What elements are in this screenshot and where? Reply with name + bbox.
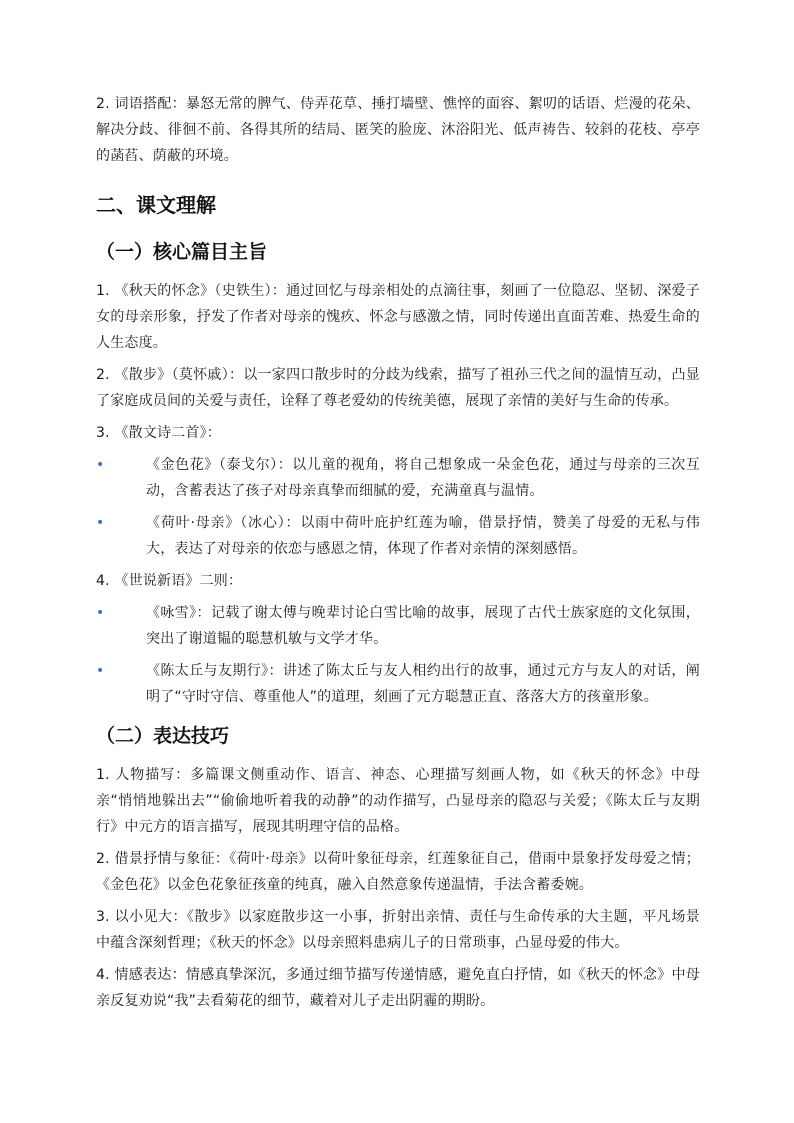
bullet-icon: • (96, 515, 105, 531)
theme-item-walk: 2. 《散步》（莫怀戚）：以一家四口散步时的分歧为线索，描写了祖孙三代之间的温情互动，凸显了家庭成员间的关爱与责任，诠释了尊老爱幼的传统美德，展现了亲情的美好与生命的传承。 (96, 367, 700, 409)
theme-item-autumn-memory: 1. 《秋天的怀念》（史铁生）：通过回忆与母亲相处的点滴往事，刻画了一位隐忍、坚韧、深爱子女的母亲形象，抒发了作者对母亲的愧疚、怀念与感激之情，同时传递出直面苦难、热爱生命的人生态度。 (96, 283, 700, 351)
subsection-heading-expression-techniques: （二）表达技巧 (96, 725, 230, 747)
bullet-text: 《陈太丘与友期行》：讲述了陈太丘与友人相约出行的故事，通过元方与友人的对话，阐明了“守时守信、尊重他人”的道理，刻画了元方聪慧正直、落落大方的孩童形象。 (146, 663, 700, 705)
theme-item-prose-poems-heading: 3. 《散文诗二首》： (96, 425, 222, 441)
technique-item-symbolism: 2. 借景抒情与象征：《荷叶·母亲》以荷叶象征母亲，红莲象征自己，借雨中景象抒发母爱之情；《金色花》以金色花象征孩童的纯真，融入自然意象传递温情，手法含蓄委婉。 (96, 851, 700, 893)
technique-item-emotion: 4. 情感表达：情感真挚深沉，多通过细节描写传递情感，避免直白抒情，如《秋天的怀念》中母亲反复劝说“我”去看菊花的细节，藏着对儿子走出阴霾的期盼。 (96, 967, 700, 1009)
section-heading-text-understanding: 二、课文理解 (96, 193, 216, 217)
word-collocation-paragraph: 2. 词语搭配：暴怒无常的脾气、侍弄花草、捶打墙壁、憔悴的面容、絮叨的话语、烂漫的花朵、解决分歧、徘徊不前、各得其所的结局、匿笑的脸庞、沐浴阳光、低声祷告、较斜的花枝、亭亭的菡萏、荫蔽的环境。 (96, 96, 700, 164)
bullet-icon: • (96, 663, 105, 679)
document-body (96, 91, 700, 1020)
bullet-icon: • (96, 457, 105, 473)
technique-item-small-to-large: 3. 以小见大：《散步》以家庭散步这一小事，折射出亲情、责任与生命传承的大主题，平凡场景中蕴含深刻哲理；《秋天的怀念》以母亲照料患病儿子的日常琐事，凸显母爱的伟大。 (96, 909, 700, 951)
technique-item-characterization: 1. 人物描写：多篇课文侧重动作、语言、神态、心理描写刻画人物，如《秋天的怀念》中母亲“悄悄地躲出去”“偷偷地听着我的动静”的动作描写，凸显母亲的隐忍与关爱；《陈太丘与友期行》中元方的语言描写，展现其明理守信的品格。 (96, 767, 700, 835)
bullet-item-golden-flower (96, 452, 700, 504)
bullet-icon: • (96, 605, 105, 621)
subsection-heading-core-themes: （一）核心篇目主旨 (96, 241, 268, 263)
bullet-text: 《荷叶·母亲》（冰心）：以雨中荷叶庇护红莲为喻，借景抒情，赞美了母爱的无私与伟大，表达了对母亲的依恋与感恩之情，体现了作者对亲情的深刻感悟。 (146, 515, 700, 557)
bullet-item-lotus-leaf-mother (96, 510, 700, 562)
theme-item-shishuo-heading: 4. 《世说新语》二则： (96, 573, 243, 589)
bullet-item-ode-to-snow (96, 600, 700, 652)
bullet-text: 《金色花》（泰戈尔）：以儿童的视角，将自己想象成一朵金色花，通过与母亲的三次互动，含蓄表达了孩子对母亲真挚而细腻的爱，充满童真与温情。 (146, 457, 700, 499)
bullet-item-chen-taiqiu (96, 658, 700, 710)
bullet-text: 《咏雪》：记载了谢太傅与晚辈讨论白雪比喻的故事，展现了古代士族家庭的文化氛围，突出了谢道韫的聪慧机敏与文学才华。 (146, 605, 700, 647)
